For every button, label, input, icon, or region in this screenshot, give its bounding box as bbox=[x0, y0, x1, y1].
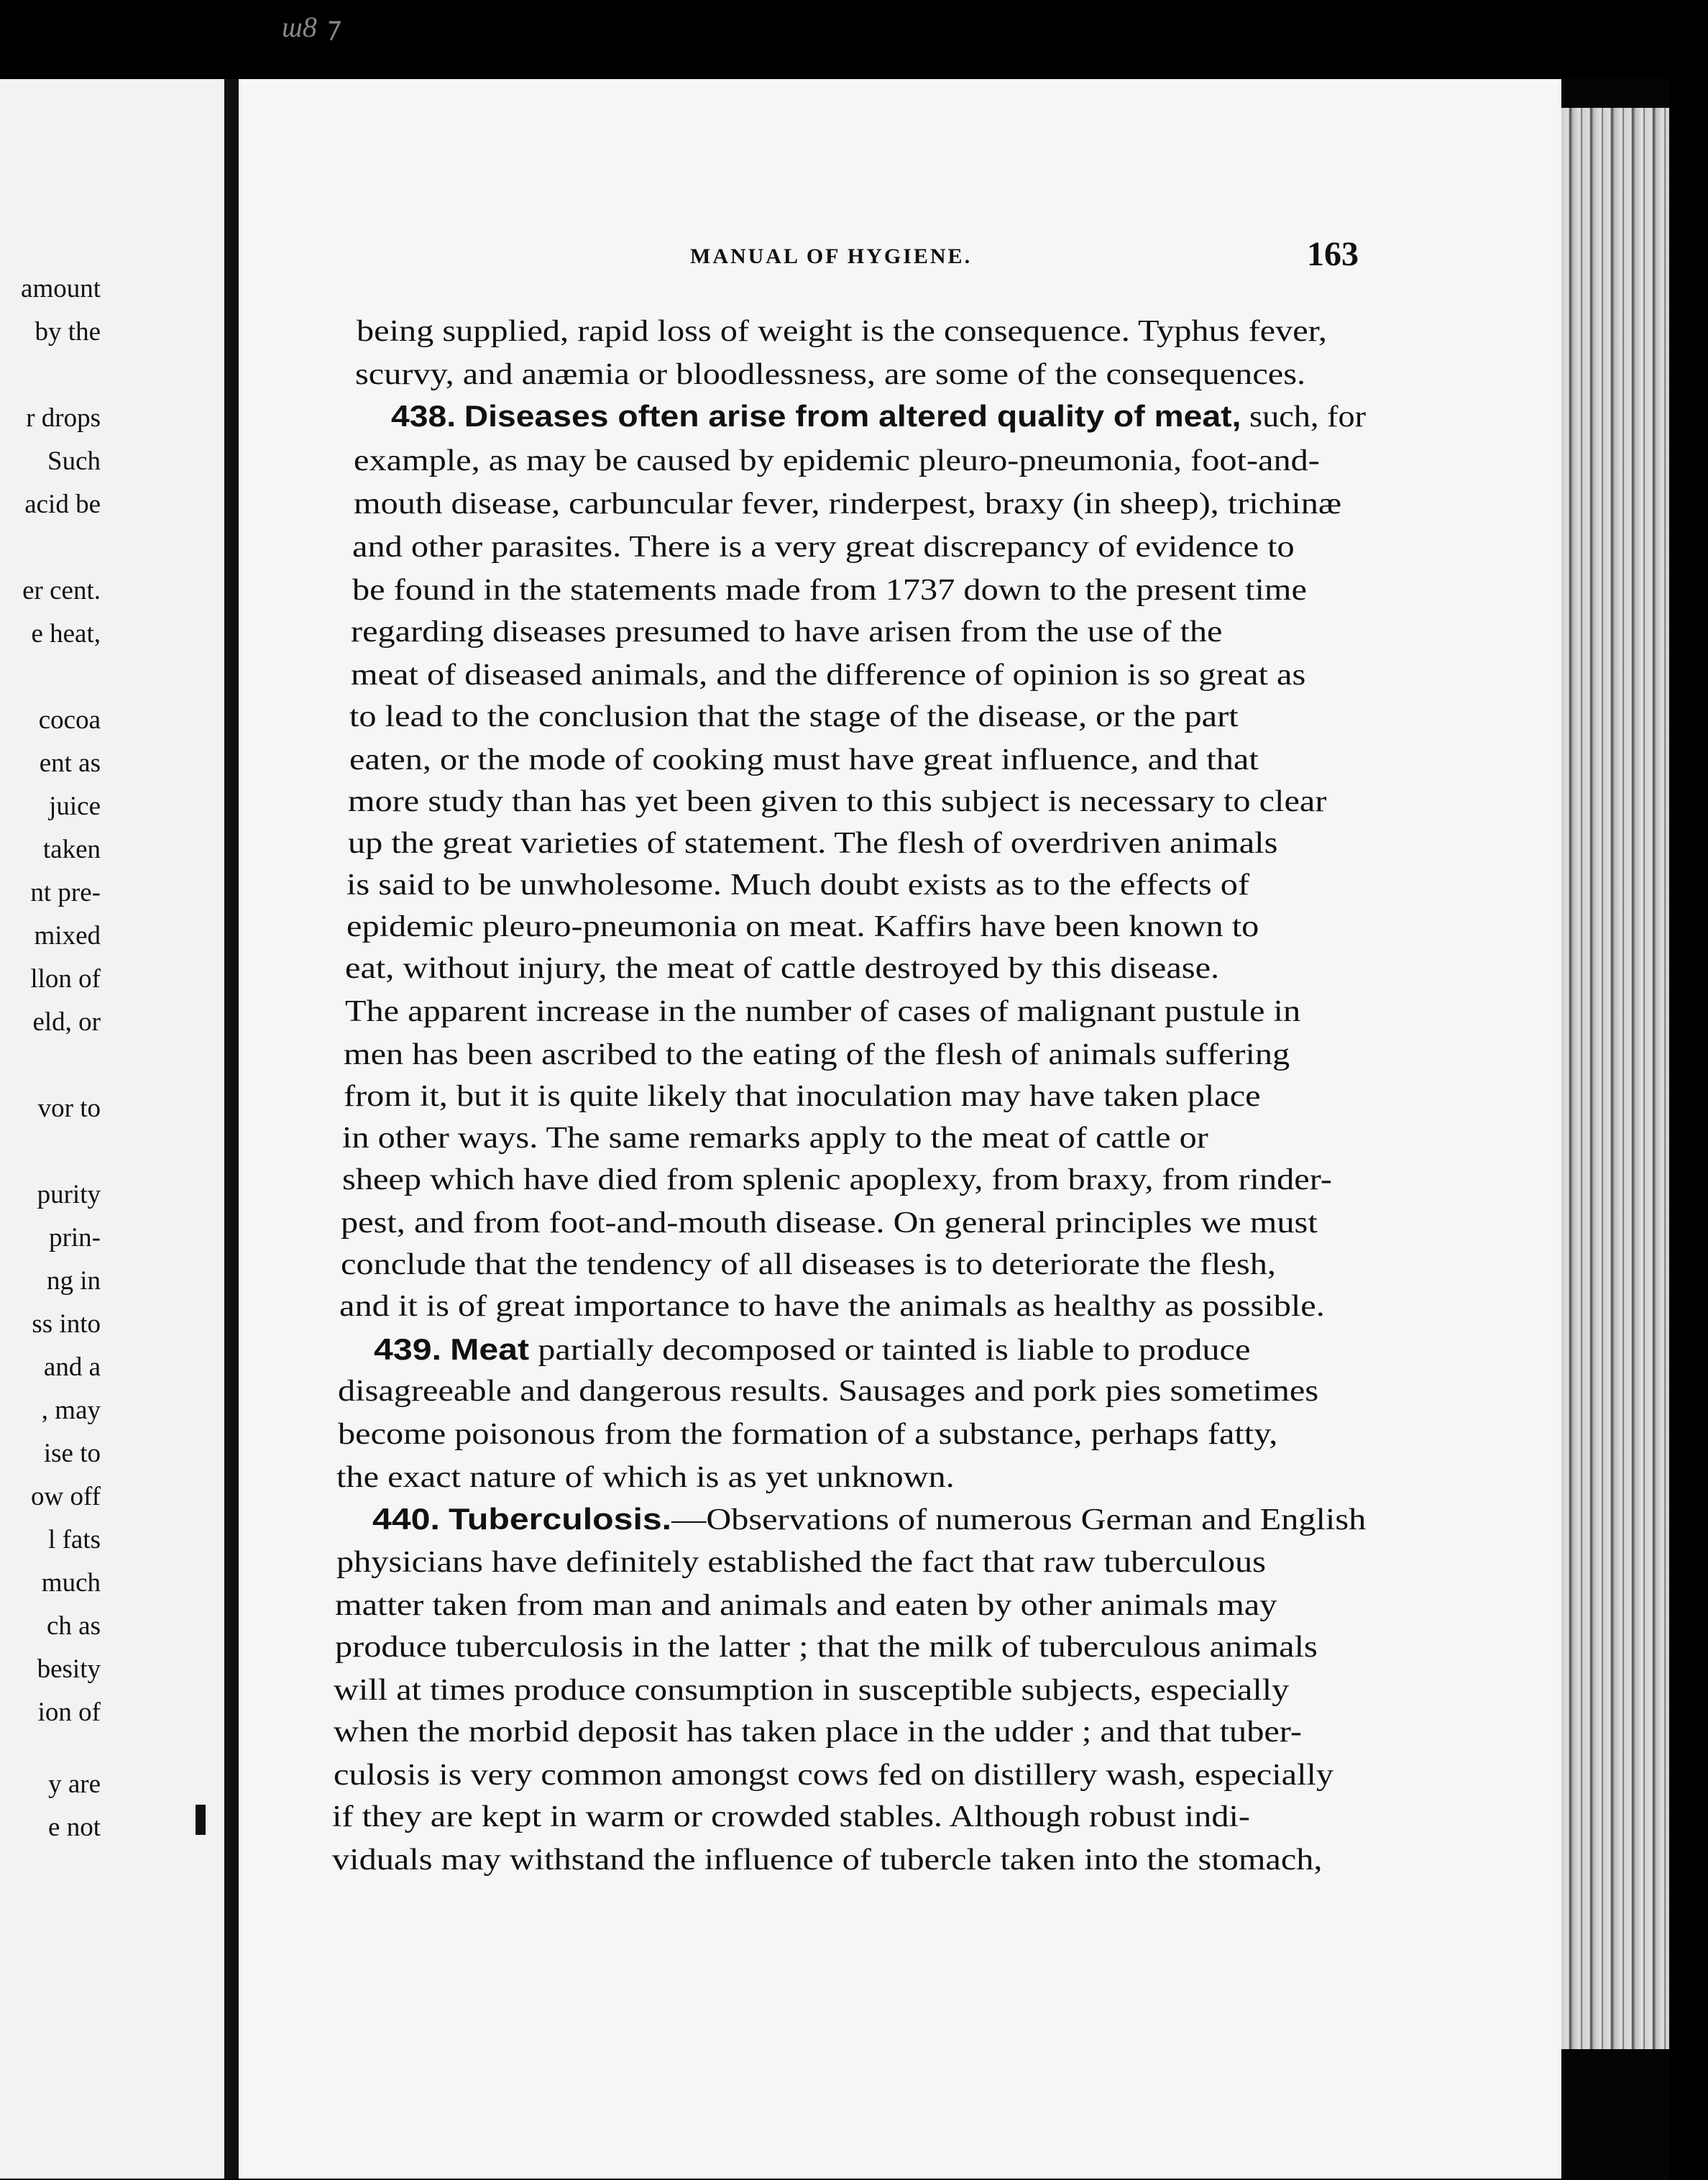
text-line: to lead to the conclusion that the stage of the disease, or the part bbox=[349, 700, 1239, 733]
right-dark-border bbox=[1669, 0, 1708, 2180]
section-number: 440. bbox=[372, 1502, 440, 1536]
left-fragment: and a bbox=[43, 1352, 101, 1382]
text-line: mouth disease, carbuncular fever, rinderpest, braxy (in sheep), trichinæ bbox=[354, 487, 1342, 521]
section-438 bbox=[391, 401, 1366, 432]
left-fragment: nt pre- bbox=[30, 878, 101, 907]
left-fragment: amount bbox=[21, 274, 101, 303]
margin-mark bbox=[196, 1805, 206, 1835]
text-line: meat of diseased animals, and the difference of opinion is so great as bbox=[351, 659, 1306, 692]
text-line: and it is of great importance to have the animals as healthy as possible. bbox=[339, 1290, 1325, 1323]
left-fragment: vor to bbox=[37, 1094, 101, 1123]
text-line: eaten, or the mode of cooking must have great influence, and that bbox=[349, 743, 1259, 777]
left-fragment: purity bbox=[37, 1180, 101, 1209]
text-line: produce tuberculosis in the latter ; that the milk of tuberculous animals bbox=[335, 1631, 1318, 1664]
text-line: is said to be unwholesome. Much doubt exists as to the effects of bbox=[346, 869, 1250, 902]
left-fragment: acid be bbox=[24, 490, 101, 519]
book-gutter bbox=[224, 79, 239, 2179]
left-fragment: e not bbox=[48, 1813, 101, 1842]
section-439 bbox=[374, 1334, 1250, 1365]
left-fragment: mixed bbox=[34, 921, 101, 951]
section-number: 438. bbox=[391, 399, 456, 433]
text-line: example, as may be caused by epidemic pleuro-pneumonia, foot-and- bbox=[354, 444, 1320, 477]
left-fragment: besity bbox=[37, 1654, 101, 1684]
text-line: The apparent increase in the number of cases of malignant pustule in bbox=[345, 995, 1301, 1028]
left-fragment: cocoa bbox=[38, 705, 101, 735]
text-line: pest, and from foot-and-mouth disease. On general principles we must bbox=[341, 1206, 1318, 1240]
left-fragment: er cent. bbox=[22, 576, 101, 605]
section-heading-tail: partially decomposed or tainted is liable to produce bbox=[538, 1334, 1251, 1367]
text-line: will at times produce consumption in susceptible subjects, especially bbox=[334, 1674, 1290, 1707]
text-line: men has been ascribed to the eating of the flesh of animals suffering bbox=[344, 1038, 1290, 1071]
section-number: 439. bbox=[374, 1332, 442, 1366]
left-fragment: prin- bbox=[49, 1223, 101, 1252]
left-fragment: ise to bbox=[43, 1439, 101, 1468]
left-fragment: ent as bbox=[39, 748, 101, 778]
handwritten-mark: ɯ8 ⁊ bbox=[282, 11, 339, 43]
text-line: from it, but it is quite likely that inoculation may have taken place bbox=[344, 1080, 1261, 1113]
text-line: become poisonous from the formation of a substance, perhaps fatty, bbox=[338, 1418, 1278, 1451]
left-fragment: taken bbox=[42, 835, 101, 864]
text-line: conclude that the tendency of all diseases is to deteriorate the flesh, bbox=[341, 1248, 1276, 1281]
left-fragment: llon of bbox=[30, 964, 101, 994]
left-fragment: ion of bbox=[37, 1698, 101, 1727]
section-heading: Tuberculosis. bbox=[448, 1502, 672, 1536]
text-line: sheep which have died from splenic apoplexy, from braxy, from rinder- bbox=[342, 1163, 1332, 1196]
text-line: eat, without injury, the meat of cattle destroyed by this disease. bbox=[345, 952, 1220, 985]
text-line: scurvy, and anæmia or bloodlessness, are some of the consequences. bbox=[355, 358, 1306, 391]
section-heading-tail: such, for bbox=[1249, 400, 1367, 434]
text-line: when the morbid deposit has taken place in the udder ; and that tuber- bbox=[334, 1716, 1303, 1749]
left-fragment: eld, or bbox=[32, 1007, 101, 1037]
text-line: and other parasites. There is a very great discrepancy of evidence to bbox=[352, 531, 1295, 564]
section-heading: Meat bbox=[450, 1332, 530, 1366]
text-line: more study than has yet been given to this subject is necessary to clear bbox=[348, 785, 1327, 818]
left-fragments-container bbox=[0, 0, 224, 2180]
left-fragment: by the bbox=[35, 317, 101, 347]
left-fragment: ng in bbox=[46, 1266, 101, 1296]
left-fragment: y are bbox=[48, 1769, 101, 1799]
text-line: the exact nature of which is as yet unknown. bbox=[336, 1461, 955, 1494]
left-fragment: , may bbox=[41, 1396, 101, 1425]
page-number: 163 bbox=[1307, 235, 1359, 273]
text-line: in other ways. The same remarks apply to the meat of cattle or bbox=[342, 1122, 1208, 1155]
text-line: culosis is very common amongst cows fed on distillery wash, especially bbox=[334, 1759, 1334, 1792]
left-fragment: ch as bbox=[47, 1611, 101, 1641]
section-440 bbox=[372, 1504, 1366, 1535]
left-fragment: ow off bbox=[31, 1482, 101, 1511]
running-header: MANUAL OF HYGIENE. bbox=[690, 244, 973, 268]
left-fragment: l fats bbox=[48, 1525, 101, 1554]
left-fragment: much bbox=[41, 1568, 101, 1598]
text-line: epidemic pleuro-pneumonia on meat. Kaffirs have been known to bbox=[346, 910, 1259, 943]
left-fragment: e heat, bbox=[31, 619, 101, 649]
left-fragment: juice bbox=[49, 792, 101, 821]
page-edges bbox=[1561, 108, 1669, 2049]
top-dark-border bbox=[0, 0, 1708, 79]
left-fragment: ss into bbox=[32, 1309, 101, 1339]
text-line: viduals may withstand the influence of tubercle taken into the stomach, bbox=[332, 1844, 1323, 1877]
section-heading: Diseases often arise from altered quality of meat, bbox=[464, 399, 1241, 433]
text-line: if they are kept in warm or crowded stables. Although robust indi- bbox=[332, 1800, 1250, 1833]
text-line: be found in the statements made from 1737 down to the present time bbox=[352, 574, 1307, 607]
text-line: matter taken from man and animals and eaten by other animals may bbox=[335, 1589, 1277, 1622]
section-heading-tail: —Observations of numerous German and English bbox=[671, 1503, 1367, 1536]
text-line: regarding diseases presumed to have arisen from the use of the bbox=[351, 615, 1223, 649]
text-line: physicians have definitely established the fact that raw tuberculous bbox=[336, 1546, 1266, 1579]
text-line: up the great varieties of statement. The flesh of overdriven animals bbox=[348, 827, 1278, 860]
text-line: being supplied, rapid loss of weight is the consequence. Typhus fever, bbox=[357, 315, 1327, 348]
left-fragment: Such bbox=[47, 446, 101, 476]
left-fragment: r drops bbox=[26, 403, 101, 433]
text-line: disagreeable and dangerous results. Sausages and pork pies sometimes bbox=[338, 1375, 1319, 1408]
